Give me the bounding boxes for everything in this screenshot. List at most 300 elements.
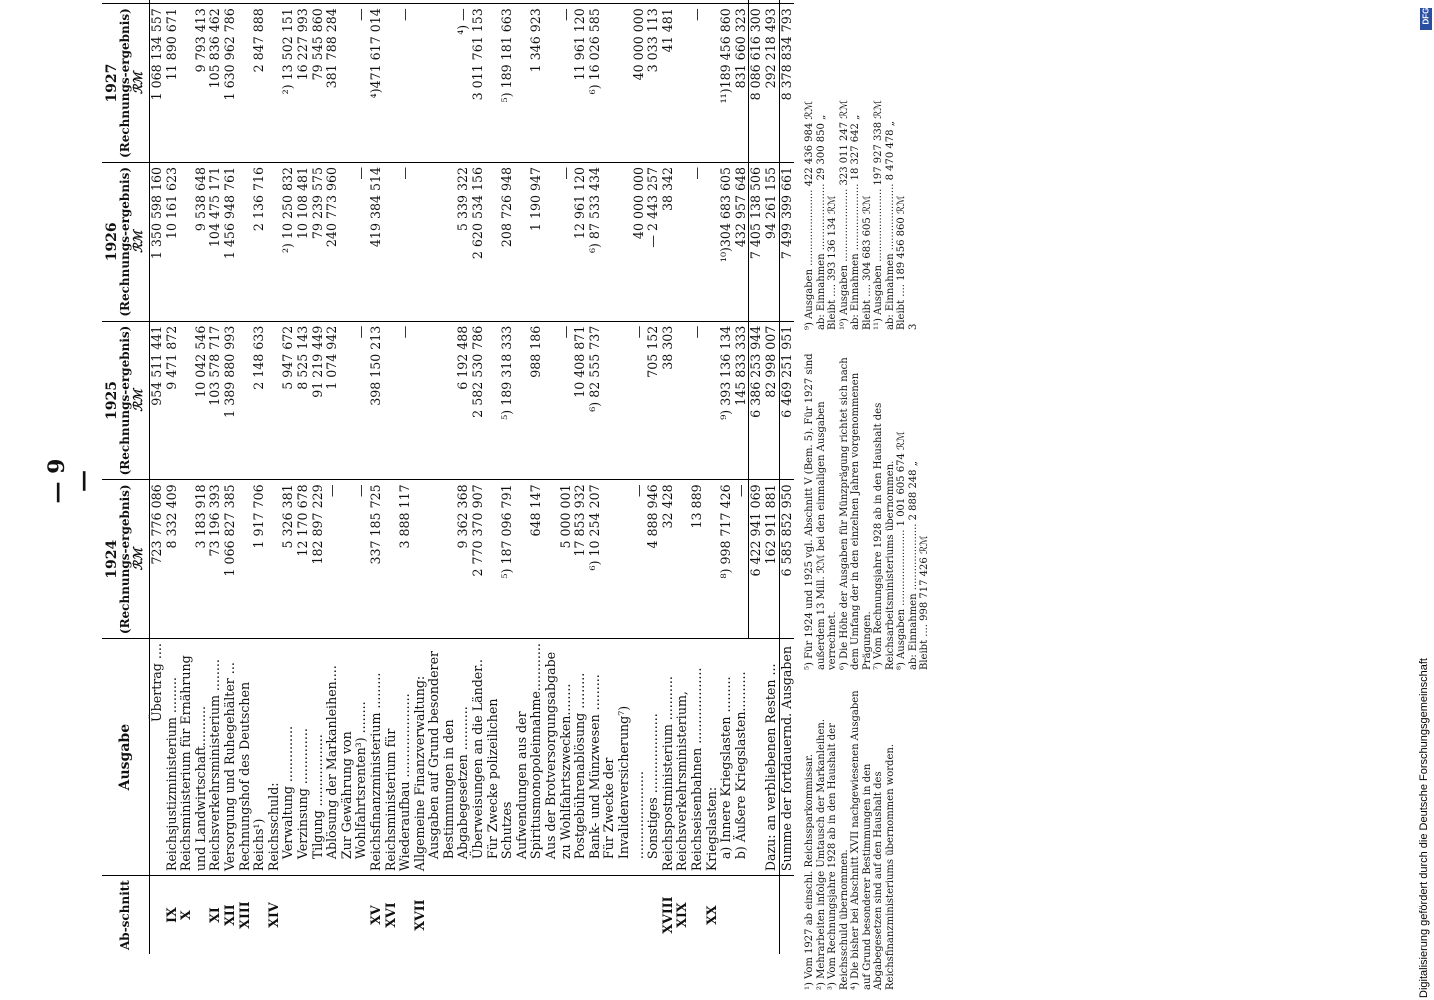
amount-cell-1925: 6 469 251 951 <box>779 321 794 480</box>
footnote: ⁶) Die Höhe der Ausgaben für Münzprägung richtet sich nach dem Umfang der in den einzelnen Jahren vorgenommenen Prägungen. <box>838 357 873 670</box>
abschnitt-cell <box>588 876 603 954</box>
amount-cell-1926: 10 161 623 <box>165 162 180 321</box>
table-header-row <box>102 0 150 954</box>
amount-cell-1926: 2 620 534 156 <box>471 162 486 321</box>
abschnitt-cell <box>749 876 764 954</box>
amount-cell-1925: 2 148 633 <box>238 321 267 480</box>
amount-cell-1924: ⁵) 187 096 791 <box>486 480 515 639</box>
description-cell <box>384 639 413 876</box>
amount-cell-1928 <box>238 0 267 4</box>
amount-cell-1928 <box>340 0 369 4</box>
description-text: Übertrag .... <box>149 643 164 722</box>
footnote: Bleibt .... 304 683 605 ℛℳ <box>861 195 873 330</box>
abschnitt-cell <box>340 876 369 954</box>
footnote: ab: Einnahmen ..................... 18 327 642 „ <box>850 114 861 330</box>
amount-cell-1924: — <box>325 480 340 639</box>
footnote: ab: Einnahmen ..................... 29 300 850 „ <box>815 114 827 330</box>
amount-cell-1925: 103 578 717 <box>208 321 223 480</box>
amount-cell-1924: 9 362 368 <box>427 480 471 639</box>
description-cell <box>281 639 296 876</box>
abschnitt-cell: XI <box>208 876 223 954</box>
amount-cell-1924 <box>267 480 282 639</box>
amount-cell-1926: 104 475 171 <box>208 162 223 321</box>
amount-cell-1928 <box>749 0 764 4</box>
description-text: Kriegslasten: <box>703 786 719 872</box>
table-row <box>602 0 646 954</box>
amount-cell-1926: 79 239 575 <box>311 162 326 321</box>
amount-cell-1928 <box>413 0 428 4</box>
description-cell <box>515 639 544 876</box>
amount-cell-1927: 8 086 616 300 <box>749 4 764 163</box>
amount-cell-1927: 11 961 120 <box>573 4 588 163</box>
amount-cell-1926: — <box>384 162 413 321</box>
description-cell <box>427 639 471 876</box>
expenditure-table <box>102 0 794 954</box>
amount-cell-1927: 79 545 860 <box>311 4 326 163</box>
amount-cell-1925: 145 833 333 <box>734 321 749 480</box>
amount-cell-1927: ²) 13 502 151 <box>281 4 296 163</box>
amount-cell-1926: ¹⁰)304 683 605 <box>719 162 734 321</box>
amount-cell-1928 <box>267 0 282 4</box>
table-row <box>311 0 326 954</box>
amount-cell-1926: 7 405 138 506 <box>749 162 764 321</box>
amount-cell-1927: 8 378 834 793 <box>779 4 794 163</box>
table-row <box>734 0 749 954</box>
amount-cell-1927: 41 481 <box>661 4 676 163</box>
abschnitt-cell <box>281 876 296 954</box>
footnote: Bleibt .... 189 456 860 ℛℳ <box>896 195 907 330</box>
amount-cell-1924: 1 066 827 385 <box>223 480 238 639</box>
description-text: Reichspostministerium ........... <box>659 676 675 872</box>
amount-cell-1928 <box>764 0 779 4</box>
abschnitt-cell <box>602 876 646 954</box>
footnote: ¹¹) Ausgaben ....................... 197 927 338 ℛℳ <box>873 100 884 330</box>
description-cell <box>340 639 369 876</box>
amount-cell-1927: — <box>340 4 369 163</box>
table-row <box>749 0 764 954</box>
abschnitt-cell <box>573 876 588 954</box>
table-row <box>719 0 734 954</box>
amount-cell-1927: 1 068 134 557 <box>150 4 165 163</box>
abschnitt-cell <box>486 876 515 954</box>
abschnitt-cell: XII <box>223 876 238 954</box>
footnote: 3 <box>907 323 919 330</box>
abschnitt-cell <box>779 876 794 954</box>
abschnitt-cell: XV <box>369 876 384 954</box>
description-text: Für Zwecke der Invalidenversicherung⁷) ...................... <box>601 705 646 860</box>
amount-cell-1927: 3 011 761 153 <box>471 4 486 163</box>
amount-cell-1926: 12 961 120 <box>573 162 588 321</box>
amount-cell-1925 <box>705 321 720 480</box>
amount-cell-1926: 240 773 960 <box>325 162 340 321</box>
footnotes-right <box>804 30 919 330</box>
description-cell <box>661 639 676 876</box>
footnote: ⁴) Die bisher bei Abschnitt XVII nachgewiesenen Ausgaben auf Grund besonderer Bestimmungen in den Abgabegesetzen sind auf den Haushalt des Reichsfinanzministeriums übernommen worden. <box>850 690 896 990</box>
table-row <box>705 0 720 954</box>
amount-cell-1927: 1 346 923 <box>515 4 544 163</box>
amount-cell-1925: — <box>340 321 369 480</box>
description-cell <box>749 639 764 876</box>
amount-cell-1928 <box>719 0 734 4</box>
description-cell <box>779 639 794 876</box>
description-cell <box>311 639 326 876</box>
amount-cell-1925: 10 408 871 <box>573 321 588 480</box>
description-text: Aufwendungen aus der Spiritusmonopoleinnahme............ <box>513 643 544 860</box>
amount-cell-1928 <box>779 0 794 4</box>
amount-cell-1928 <box>646 0 661 4</box>
description-cell <box>296 639 311 876</box>
footnote: ¹⁰) Ausgaben ....................... 323 011 247 ℛℳ <box>838 100 850 330</box>
amount-cell-1926: 10 108 481 <box>296 162 311 321</box>
table-row <box>544 0 573 954</box>
amount-cell-1928 <box>734 0 749 4</box>
table-row <box>779 0 794 954</box>
description-cell <box>165 639 180 876</box>
amount-cell-1928 <box>223 0 238 4</box>
description-text: Für Zwecke polizeilichen Schutzes <box>484 698 515 860</box>
footnotes-left <box>804 690 896 990</box>
description-text: Summe der fortdauernd. Ausgaben <box>778 646 794 872</box>
amount-cell-1925: 705 152 <box>646 321 661 480</box>
table-row <box>471 0 486 954</box>
amount-cell-1928 <box>208 0 223 4</box>
abschnitt-cell <box>325 876 340 954</box>
description-text: Reichsfinanzministerium ......... <box>367 672 383 872</box>
description-text: Allgemeine Finanzverwaltung: <box>411 675 427 872</box>
amount-cell-1924: — <box>734 480 749 639</box>
abschnitt-cell: XX <box>705 876 720 954</box>
amount-cell-1925 <box>413 321 428 480</box>
amount-cell-1926: 94 261 155 <box>764 162 779 321</box>
description-cell <box>179 639 208 876</box>
description-cell <box>764 639 779 876</box>
amount-cell-1925: ⁹) 393 136 134 <box>719 321 734 480</box>
amount-cell-1924: ⁶) 10 254 207 <box>588 480 603 639</box>
description-cell <box>369 639 384 876</box>
description-text: Dazu: an verbliebenen Resten ... <box>762 663 778 872</box>
abschnitt-cell: XIV <box>267 876 282 954</box>
footnote: ⁹) Ausgaben ........................ 422 436 984 ℛℳ <box>804 100 815 330</box>
amount-cell-1926 <box>413 162 428 321</box>
amount-cell-1928 <box>675 0 704 4</box>
description-text: Aus der Brotversorgungsabgabe zu Wohlfahrtszwecken........ <box>543 651 573 860</box>
amount-cell-1927: — <box>544 4 573 163</box>
amount-cell-1928 <box>573 0 588 4</box>
amount-cell-1927: 9 793 413 <box>179 4 208 163</box>
digitization-credit: Digitalisierung gefördert durch die Deutsche Forschungsgemeinschaft <box>1418 658 1430 998</box>
footnote: ab: Einnahmen ..................... 2 888 248 „ <box>907 461 919 670</box>
amount-cell-1927: 40 000 000 <box>602 4 646 163</box>
description-cell <box>675 639 704 876</box>
amount-cell-1927: 1 630 962 786 <box>223 4 238 163</box>
footnote: ³) Vom Rechnungsjahre 1928 ab in den Haushalt der Reichsschuld übernommen. <box>827 723 850 990</box>
abschnitt-cell: IX <box>165 876 180 954</box>
amount-cell-1927: — <box>675 4 704 163</box>
footnote: ⁸) Ausgaben ........................ 1 001 605 674 ℛℳ <box>896 431 907 670</box>
description-cell <box>208 639 223 876</box>
table-row <box>267 0 282 954</box>
amount-cell-1924: ⁸) 998 717 426 <box>719 480 734 639</box>
description-cell <box>705 639 720 876</box>
amount-cell-1925: 6 192 488 <box>427 321 471 480</box>
description-text: Ablösung der Markanleihen.... <box>324 665 340 860</box>
amount-cell-1926: ²) 10 250 832 <box>281 162 296 321</box>
amount-cell-1927: 16 227 993 <box>296 4 311 163</box>
description-cell <box>544 639 573 876</box>
amount-cell-1926: 208 726 948 <box>486 162 515 321</box>
table-row <box>296 0 311 954</box>
description-text: Ausgaben auf Grund besonderer Bestimmungen in den Abgabegesetzen ........... <box>426 650 471 860</box>
amount-cell-1926 <box>705 162 720 321</box>
amount-cell-1925: 1 389 880 993 <box>223 321 238 480</box>
table-row <box>208 0 223 954</box>
amount-cell-1924: 17 853 932 <box>573 480 588 639</box>
table-row <box>427 0 471 954</box>
page-number: — 9 — <box>44 458 96 504</box>
footnote: ²) Mehrarbeiten infolge Umtausch der Markanleihen. <box>815 718 827 990</box>
description-cell <box>223 639 238 876</box>
table-row <box>238 0 267 954</box>
amount-cell-1924: 3 183 918 <box>179 480 208 639</box>
table-row <box>384 0 413 954</box>
table-row <box>413 0 428 954</box>
amount-cell-1928 <box>544 0 573 4</box>
description-text: a) Innere Kriegslasten ......... <box>718 676 734 860</box>
amount-cell-1926: 2 136 716 <box>238 162 267 321</box>
amount-cell-1928 <box>661 0 676 4</box>
amount-cell-1924: 6 585 852 950 <box>779 480 794 639</box>
description-text: b) Äußere Kriegslasten.......... <box>732 671 748 860</box>
header-year-1928 <box>102 0 150 4</box>
description-cell <box>602 639 646 876</box>
amount-cell-1928 <box>369 0 384 4</box>
abschnitt-cell <box>471 876 486 954</box>
amount-cell-1925: 2 582 530 786 <box>471 321 486 480</box>
amount-cell-1927: 11 890 671 <box>165 4 180 163</box>
abschnitt-cell: X <box>179 876 208 954</box>
amount-cell-1925: — <box>675 321 704 480</box>
abschnitt-cell <box>734 876 749 954</box>
amount-cell-1927: 381 788 284 <box>325 4 340 163</box>
abschnitt-cell <box>311 876 326 954</box>
description-cell <box>573 639 588 876</box>
amount-cell-1928 <box>471 0 486 4</box>
amount-cell-1925: 8 525 143 <box>296 321 311 480</box>
footnotes-mid <box>804 350 931 670</box>
table-row <box>340 0 369 954</box>
description-cell <box>413 639 428 876</box>
amount-cell-1928 <box>150 0 165 4</box>
amount-cell-1925: — <box>384 321 413 480</box>
amount-cell-1926: — 2 443 257 <box>646 162 661 321</box>
header-year-1926: 1926 (Rechnungs-ergebnis) ℛℳ <box>102 162 150 321</box>
amount-cell-1925 <box>267 321 282 480</box>
abschnitt-cell <box>427 876 471 954</box>
amount-cell-1924: 3 888 117 <box>384 480 413 639</box>
amount-cell-1927 <box>705 4 720 163</box>
amount-cell-1927 <box>267 4 282 163</box>
amount-cell-1926: 9 538 648 <box>179 162 208 321</box>
description-cell <box>150 639 165 876</box>
abschnitt-cell <box>719 876 734 954</box>
amount-cell-1924: 5 326 381 <box>281 480 296 639</box>
header-abschnitt: Ab-schnitt <box>102 876 150 954</box>
table-row <box>325 0 340 954</box>
amount-cell-1924: 8 332 409 <box>165 480 180 639</box>
amount-cell-1926: 1 456 948 761 <box>223 162 238 321</box>
table-row <box>646 0 661 954</box>
description-text: Reichsjustizministerium ......... <box>163 677 179 872</box>
description-cell <box>267 639 282 876</box>
amount-cell-1926: 1 350 598 160 <box>150 162 165 321</box>
abschnitt-cell <box>515 876 544 954</box>
amount-cell-1927: ¹¹)189 456 860 <box>719 4 734 163</box>
header-year-1927: 1927 (Rechnungs-ergebnis) ℛℳ <box>102 4 150 163</box>
amount-cell-1924: 2 770 370 907 <box>471 480 486 639</box>
table-row <box>764 0 779 954</box>
description-text: Tilgung .................. <box>309 734 325 860</box>
amount-cell-1925: 954 511 441 <box>150 321 165 480</box>
description-text: Sonstiges .................... <box>645 713 661 860</box>
table-row <box>165 0 180 954</box>
description-text: Reichsschuld: <box>265 782 281 872</box>
header-year-1924: 1924 (Rechnungs-ergebnis) ℛℳ <box>102 480 150 639</box>
description-text: Reichsministerium für Wiederaufbau ..................... <box>382 693 413 872</box>
amount-cell-1927: 831 660 323 <box>734 4 749 163</box>
footnote: ⁵) Für 1924 und 1925 vgl. Abschnitt V (Bem. 5). Für 1927 sind außerdem 13 Mill. ℛℳ bei den einmaligen Ausgaben verrechnet. <box>804 353 838 670</box>
amount-cell-1928 <box>179 0 208 4</box>
abschnitt-cell: XVIII <box>661 876 676 954</box>
amount-cell-1926: 38 342 <box>661 162 676 321</box>
amount-cell-1927 <box>413 4 428 163</box>
amount-cell-1926: 432 957 648 <box>734 162 749 321</box>
amount-cell-1924: 337 185 725 <box>369 480 384 639</box>
amount-cell-1926: — <box>675 162 704 321</box>
amount-cell-1926: 1 190 947 <box>515 162 544 321</box>
amount-cell-1927: 292 218 493 <box>764 4 779 163</box>
amount-cell-1928 <box>515 0 544 4</box>
amount-cell-1925: 988 186 <box>515 321 544 480</box>
amount-cell-1926: — <box>544 162 573 321</box>
rotated-page <box>100 0 1186 1000</box>
amount-cell-1925: 398 150 213 <box>369 321 384 480</box>
abschnitt-cell <box>646 876 661 954</box>
table-row <box>150 0 165 954</box>
amount-cell-1928 <box>588 0 603 4</box>
description-cell <box>471 639 486 876</box>
amount-cell-1924: 162 911 881 <box>764 480 779 639</box>
abschnitt-cell <box>150 876 165 954</box>
amount-cell-1925: 91 219 449 <box>311 321 326 480</box>
amount-cell-1924: 12 170 678 <box>296 480 311 639</box>
amount-cell-1928 <box>486 0 515 4</box>
abschnitt-cell: XIX <box>675 876 704 954</box>
table-row <box>223 0 238 954</box>
description-cell <box>486 639 515 876</box>
table-row <box>486 0 515 954</box>
amount-cell-1927: ⁴)471 617 014 <box>369 4 384 163</box>
amount-cell-1926: 7 499 399 661 <box>779 162 794 321</box>
footnote: ¹) Vom 1927 ab einschl. Reichssparkommissar. <box>804 754 815 990</box>
header-ausgabe: Ausgabe <box>102 639 150 876</box>
amount-cell-1924 <box>705 480 720 639</box>
amount-cell-1924: 4 888 946 <box>646 480 661 639</box>
description-text: Bank- und Münzwesen ......... <box>586 674 602 860</box>
description-text: Reichsministerium für Ernährung und Landwirtschaft.......... <box>178 655 208 872</box>
amount-cell-1928 <box>427 0 471 4</box>
amount-cell-1927: 2 847 888 <box>238 4 267 163</box>
amount-cell-1928 <box>325 0 340 4</box>
amount-cell-1925: 5 947 672 <box>281 321 296 480</box>
amount-cell-1925: 38 303 <box>661 321 676 480</box>
table-row <box>369 0 384 954</box>
amount-cell-1926: ⁶) 87 533 434 <box>588 162 603 321</box>
description-text: Reichsverkehrsministerium, Reichseisenbahnen ................... <box>674 667 704 872</box>
abschnitt-cell: XVII <box>413 876 428 954</box>
amount-cell-1927: ⁶) 16 026 585 <box>588 4 603 163</box>
abschnitt-cell <box>764 876 779 954</box>
amount-cell-1924 <box>413 480 428 639</box>
dfg-logo: DFG <box>1420 8 1432 30</box>
amount-cell-1928 <box>705 0 720 4</box>
header-year-1925: 1925 (Rechnungs-ergebnis) ℛℳ <box>102 321 150 480</box>
amount-cell-1925: 82 998 007 <box>764 321 779 480</box>
abschnitt-cell <box>296 876 311 954</box>
amount-cell-1925: ⁶) 82 555 737 <box>588 321 603 480</box>
abschnitt-cell <box>544 876 573 954</box>
amount-cell-1924: 73 196 393 <box>208 480 223 639</box>
description-text: Verwaltung .............. <box>280 726 296 860</box>
amount-cell-1924: 1 917 706 <box>238 480 267 639</box>
description-text: Verzinsung .............. <box>294 728 310 860</box>
description-text: Überweisungen an die Länder.. <box>470 659 486 860</box>
amount-cell-1926: 5 339 322 <box>427 162 471 321</box>
amount-cell-1926: 40 000 000 <box>602 162 646 321</box>
description-text: Rechnungshof des Deutschen Reichs¹) <box>236 681 267 872</box>
amount-cell-1924: 182 897 229 <box>311 480 326 639</box>
description-cell <box>325 639 340 876</box>
amount-cell-1924: 13 889 <box>675 480 704 639</box>
description-cell <box>588 639 603 876</box>
table-row <box>661 0 676 954</box>
table-row <box>675 0 704 954</box>
table-row <box>588 0 603 954</box>
description-cell <box>646 639 661 876</box>
description-text: Postgebührenablösung ......... <box>572 672 588 860</box>
footnote: Bleibt .... 998 717 426 ℛℳ <box>919 535 930 670</box>
amount-cell-1925: 6 386 253 944 <box>749 321 764 480</box>
description-text: Reichsverkehrsministerium ........ <box>207 659 223 872</box>
amount-cell-1924: 5 000 001 <box>544 480 573 639</box>
amount-cell-1924: 6 422 941 069 <box>749 480 764 639</box>
amount-cell-1924: 32 428 <box>661 480 676 639</box>
amount-cell-1926: 419 384 514 <box>369 162 384 321</box>
description-cell <box>719 639 734 876</box>
table-row <box>515 0 544 954</box>
amount-cell-1928 <box>384 0 413 4</box>
amount-cell-1924: — <box>340 480 369 639</box>
abschnitt-cell: XVI <box>384 876 413 954</box>
amount-cell-1928 <box>602 0 646 4</box>
table-row <box>281 0 296 954</box>
description-text: Zur Gewährung von Wohlfahrtsrenten³) ........ <box>338 701 369 860</box>
amount-cell-1924: 648 147 <box>515 480 544 639</box>
amount-cell-1925: 1 074 942 <box>325 321 340 480</box>
amount-cell-1928 <box>281 0 296 4</box>
amount-cell-1925: 9 471 872 <box>165 321 180 480</box>
description-cell <box>238 639 267 876</box>
amount-cell-1925: — <box>544 321 573 480</box>
